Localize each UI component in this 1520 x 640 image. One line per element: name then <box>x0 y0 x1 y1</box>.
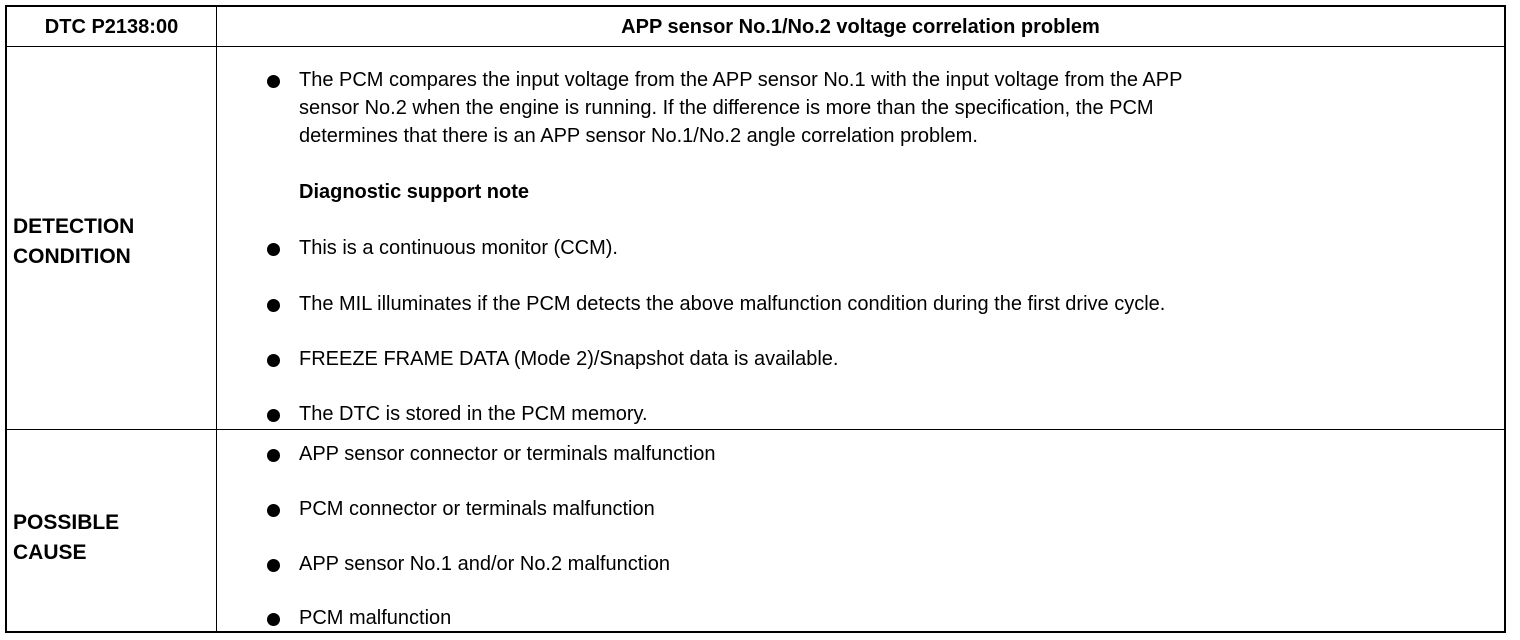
cause-label-line1: POSSIBLE <box>13 511 120 534</box>
description-line-2: sensor No.2 when the engine is running. If the difference is more than the specification, the PCM <box>299 97 1154 119</box>
note-item-2: The MIL illuminates if the PCM detects the above malfunction condition during the first drive cycle. <box>299 293 1166 315</box>
bullet-icon <box>267 243 280 256</box>
detection-label-line1: DETECTION <box>13 215 135 238</box>
bullet-icon <box>267 354 280 367</box>
bullet-icon <box>267 559 280 572</box>
detection-description <box>299 66 1424 150</box>
cause-item-4: PCM malfunction <box>299 607 452 629</box>
diagnostic-note-heading: Diagnostic support note <box>299 181 529 203</box>
bullet-icon <box>267 504 280 517</box>
note-item-1: This is a continuous monitor (CCM). <box>299 237 618 259</box>
bullet-icon <box>267 449 280 462</box>
table-header-row <box>7 7 1504 47</box>
note-item-3: FREEZE FRAME DATA (Mode 2)/Snapshot data is available. <box>299 348 839 370</box>
cause-item-2: PCM connector or terminals malfunction <box>299 498 655 520</box>
dtc-table <box>5 5 1506 633</box>
bullet-icon <box>267 409 280 422</box>
detection-label-line2: CONDITION <box>13 245 131 268</box>
cause-content-cell <box>217 430 1504 633</box>
possible-cause-row <box>7 430 1504 633</box>
detection-content-cell <box>217 47 1504 429</box>
detection-label <box>13 212 134 272</box>
dtc-title: APP sensor No.1/No.2 voltage correlation problem <box>621 16 1100 38</box>
cause-item-1: APP sensor connector or terminals malfunction <box>299 443 716 465</box>
description-line-1: The PCM compares the input voltage from the APP sensor No.1 with the input voltage from the APP <box>299 69 1183 91</box>
note-item-4: The DTC is stored in the PCM memory. <box>299 403 648 425</box>
bullet-icon <box>267 299 280 312</box>
bullet-icon <box>267 75 280 88</box>
header-title-cell <box>217 7 1504 46</box>
header-code-cell <box>7 7 217 46</box>
description-line-3: determines that there is an APP sensor No.1/No.2 angle correlation problem. <box>299 125 978 147</box>
bullet-icon <box>267 613 280 626</box>
cause-label-line2: CAUSE <box>13 541 87 564</box>
cause-item-3: APP sensor No.1 and/or No.2 malfunction <box>299 553 670 575</box>
detection-condition-row <box>7 47 1504 430</box>
cause-label-cell <box>7 430 217 633</box>
dtc-code: DTC P2138:00 <box>44 16 179 38</box>
detection-label-cell <box>7 47 217 429</box>
cause-label <box>13 508 119 568</box>
